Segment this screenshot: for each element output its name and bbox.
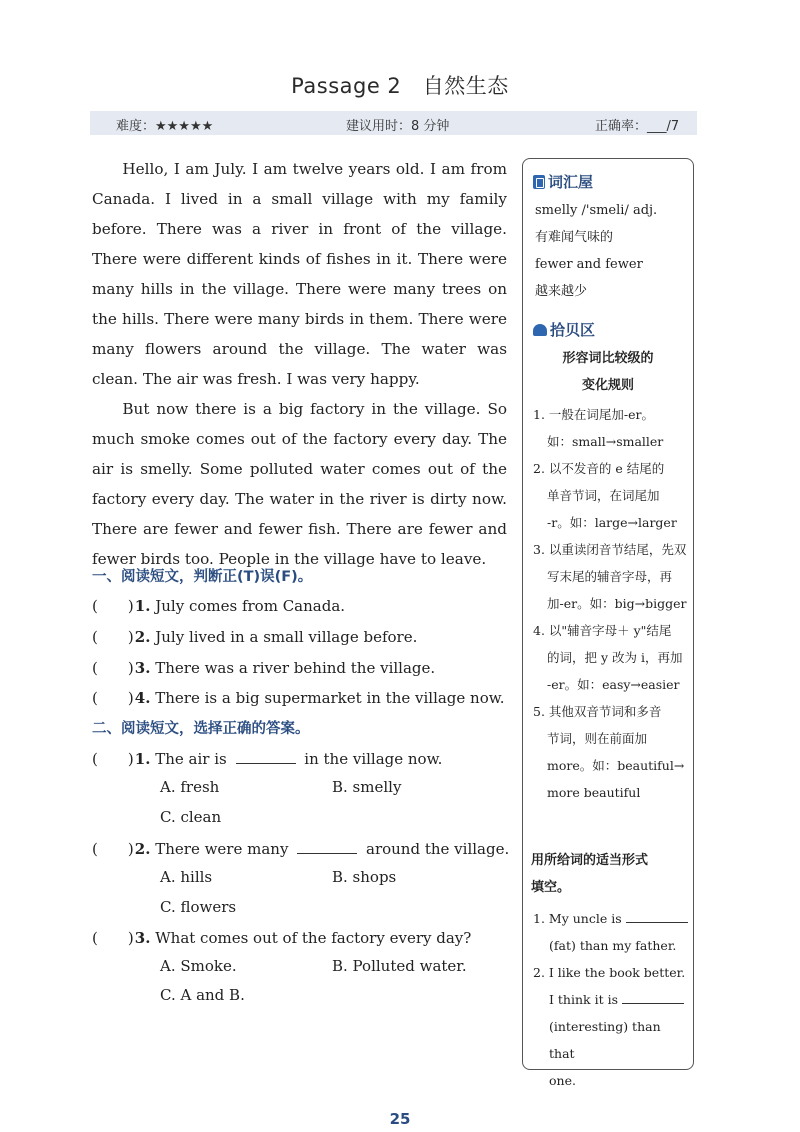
option[interactable]: B. Polluted water.: [332, 957, 467, 975]
vocab-item: 有难闻气味的: [535, 230, 614, 245]
answer-paren[interactable]: ( ): [92, 689, 134, 707]
answer-paren[interactable]: ( ): [92, 597, 134, 615]
answer-paren[interactable]: ( ): [92, 750, 134, 768]
exercise-line: one.: [549, 1073, 576, 1088]
question-number: 1.: [134, 750, 151, 768]
difficulty-label: 难度：★★★★★: [116, 119, 214, 134]
rule-line: 5. 其他双音节词和多音: [533, 704, 662, 719]
question-text: July comes from Canada.: [155, 597, 346, 615]
rule-line: 的词，把 y 改为 i，再加: [547, 650, 683, 665]
exercise-line: (interesting) than that: [549, 1019, 661, 1061]
rule-line: 1. 一般在词尾加-er。: [533, 407, 654, 422]
reading-passage: [92, 154, 507, 574]
mc-question: [92, 748, 442, 769]
multiple-choice-section: [92, 717, 512, 1007]
option[interactable]: B. smelly: [332, 778, 402, 796]
tf-question: [92, 626, 417, 647]
rule-line: 如：small→smaller: [547, 434, 664, 449]
rules-list: [533, 401, 689, 806]
page-title: Passage 2 自然生态: [291, 74, 509, 98]
tf-question: [92, 687, 505, 708]
page-number: 25: [389, 1110, 411, 1128]
question-text: around the village.: [366, 840, 510, 858]
rule-line: 节词，则在前面加: [547, 731, 648, 746]
answer-blank[interactable]: [297, 841, 357, 854]
question-text: July lived in a small village before.: [155, 628, 418, 646]
question-number: 2.: [134, 628, 151, 646]
vocab-heading: 词汇屋: [533, 171, 593, 192]
exercise-line: I think it is: [533, 986, 689, 1013]
exercise-blank[interactable]: [622, 992, 684, 1004]
info-bar: [90, 111, 697, 135]
question-text: in the village now.: [304, 750, 443, 768]
answer-paren[interactable]: ( ): [92, 840, 134, 858]
question-number: 3.: [134, 659, 151, 677]
passage-paragraph: But now there is a big factory in the village. So much smoke comes out of the factory every day. The air is smelly. Some polluted water comes out of the factory every day. The water in the river is dirty now. There are fewer and fewer fish. There are fewer and fewer birds too. People in the village have to leave.: [92, 400, 507, 568]
mc-question: [92, 927, 471, 948]
option[interactable]: B. shops: [332, 868, 397, 886]
tf-question: [92, 595, 345, 616]
answer-blank[interactable]: [236, 751, 296, 764]
exercise-list: [533, 905, 689, 1094]
book-icon: [533, 175, 545, 189]
question-text: There were many: [155, 840, 289, 858]
exercise-blank[interactable]: [626, 911, 688, 923]
section-heading: 一、阅读短文，判断正(T)误(F)。: [92, 569, 313, 585]
answer-paren[interactable]: ( ): [92, 929, 134, 947]
option[interactable]: C. clean: [160, 808, 222, 826]
passage-paragraph: Hello, I am July. I am twelve years old. I am from Canada. I lived in a small village with my family before. There was a river in front of the village. There were different kinds of fishes in it. There were many hills in the village. There were many trees on the hills. There were many birds in them. There were many flowers around the village. The water was clean. The air was fresh. I was very happy.: [92, 160, 507, 388]
rule-line: more。如：beautiful→: [547, 758, 685, 773]
tf-question: [92, 657, 435, 678]
exercise-line: (fat) than my father.: [549, 938, 677, 953]
question-number: 1.: [134, 597, 151, 615]
question-text: The air is: [155, 750, 227, 768]
rule-line: 加-er。如：big→bigger: [547, 596, 687, 611]
answer-paren[interactable]: ( ): [92, 628, 134, 646]
question-number: 4.: [134, 689, 151, 707]
question-number: 3.: [134, 929, 151, 947]
exercise-heading: 用所给词的适当形式 填空。: [531, 853, 649, 895]
exercise-line: 2. I like the book better.: [533, 965, 686, 980]
section-heading: 二、阅读短文，选择正确的答案。: [92, 721, 310, 737]
answer-paren[interactable]: ( ): [92, 659, 134, 677]
rules-title: 形容词比较级的 变化规则: [562, 351, 654, 393]
vocab-list: [535, 197, 685, 305]
vocab-item: fewer and fewer: [535, 257, 643, 272]
question-text: There is a big supermarket in the village now.: [155, 689, 505, 707]
question-text: There was a river behind the village.: [155, 659, 436, 677]
rule-line: -er。如：easy→easier: [547, 677, 680, 692]
rule-line: 写末尾的辅音字母，再: [547, 569, 673, 584]
exercise-line: 1. My uncle is: [533, 905, 689, 932]
question-number: 2.: [134, 840, 151, 858]
option[interactable]: A. Smoke.: [160, 957, 237, 975]
rule-line: 2. 以不发音的 e 结尾的: [533, 461, 665, 476]
rule-line: more beautiful: [547, 785, 641, 800]
option[interactable]: C. A and B.: [160, 986, 245, 1004]
suggested-time-label: 建议用时：8 分钟: [346, 119, 450, 134]
option[interactable]: C. flowers: [160, 898, 237, 916]
sidebar-box: [522, 158, 694, 1088]
question-text: What comes out of the factory every day?: [155, 929, 472, 947]
rule-line: -r。如：large→larger: [547, 515, 677, 530]
mc-question: [92, 838, 509, 859]
rule-line: 单音节词，在词尾加: [547, 488, 660, 503]
accuracy-label: 正确率：___/7: [595, 119, 680, 134]
shell-icon: [533, 324, 547, 336]
vocab-item: 越来越少: [535, 284, 588, 299]
option[interactable]: A. fresh: [160, 778, 220, 796]
true-false-section: [92, 565, 512, 715]
shell-heading: 拾贝区: [533, 319, 595, 340]
option[interactable]: A. hills: [160, 868, 213, 886]
vocab-item: smelly /'smeli/ adj.: [535, 203, 658, 218]
rule-line: 4. 以"辅音字母＋ y"结尾: [533, 623, 672, 638]
rule-line: 3. 以重读闭音节结尾，先双: [533, 542, 687, 557]
